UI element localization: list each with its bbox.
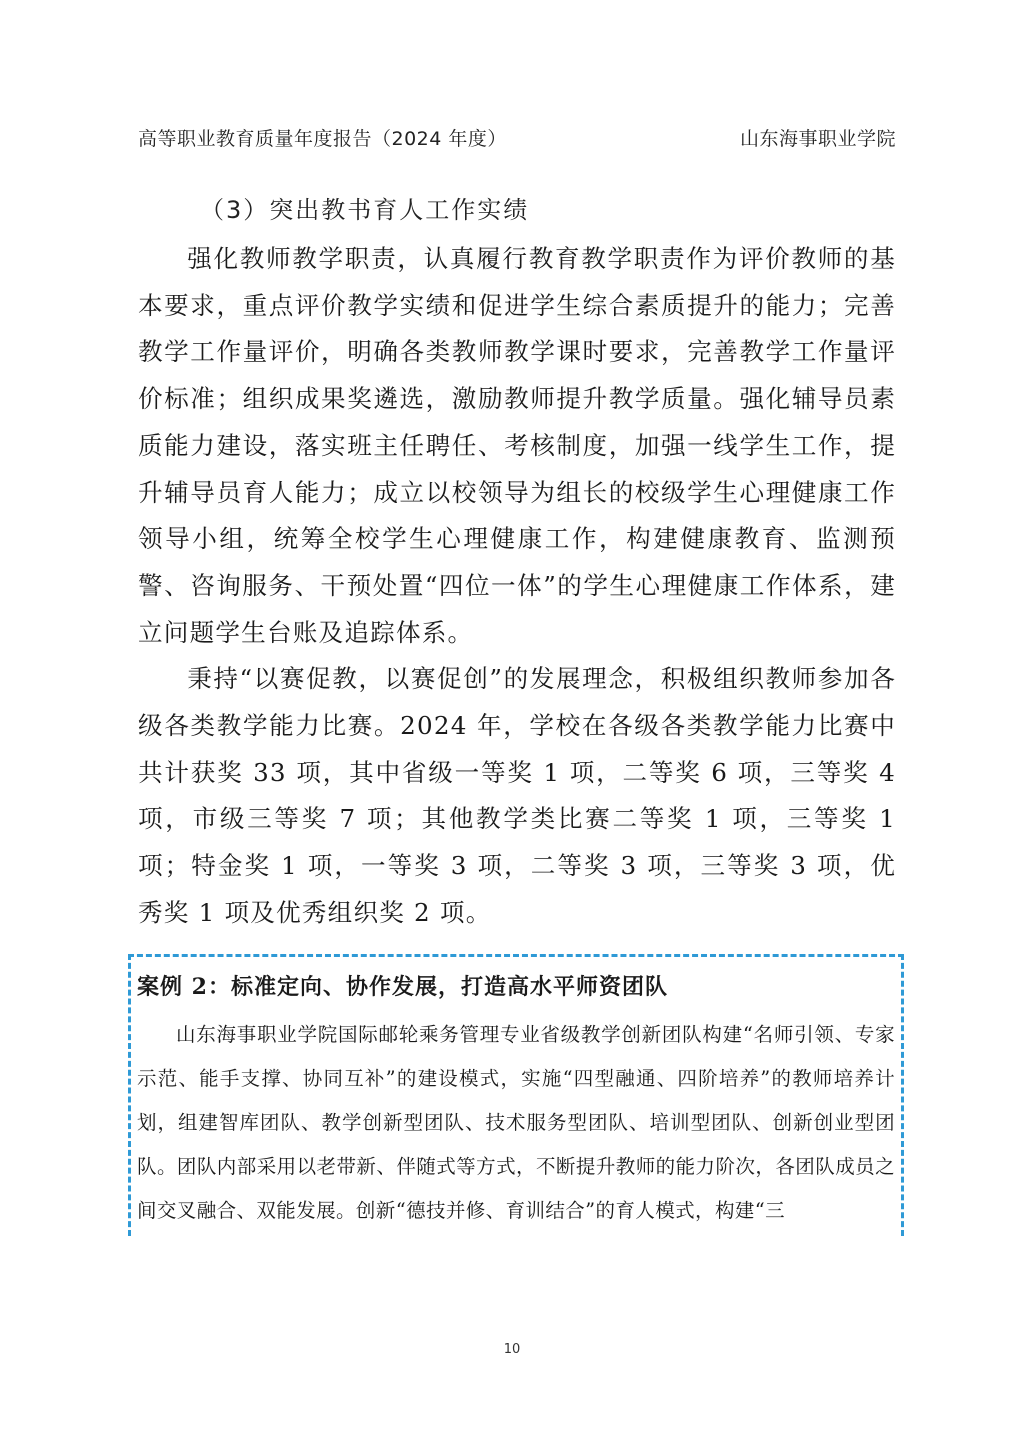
case-study-box — [128, 954, 904, 1236]
section-heading: （3）突出教书育人工作实绩 — [200, 196, 530, 224]
header-school-name: 山东海事职业学院 — [739, 128, 896, 150]
page-header — [138, 124, 896, 151]
body-text — [138, 236, 896, 937]
case-study-title: 案例 2：标准定向、协作发展，打造高水平师资团队 — [137, 974, 668, 1000]
page-number: 10 — [503, 1342, 521, 1357]
case-study-text: 山东海事职业学院国际邮轮乘务管理专业省级教学创新团队构建“名师引领、专家示范、能手支撑、协同互补”的建设模式，实施“四型融通、四阶培养”的教师培养计划，组建智库团队、教学创新型团队、技术服务型团队、培训型团队、创新创业型团队。团队内部采用以老带新、伴随式等方式，不断提升教师的能力阶次，各团队成员之间交叉融合、双能发展。创新“德技并修、育训结合”的育人模式，构建“三 — [137, 1023, 895, 1222]
paragraph-competition-awards: 秉持“以赛促教，以赛促创”的发展理念，积极组织教师参加各级各类教学能力比赛。2024 年，学校在各级各类教学能力比赛中共计获奖 33 项，其中省级一等奖 1 项，二等奖 6 项，三等奖 4 项，市级三等奖 7 项；其他教学类比赛二等奖 1 项，三等奖 1 项；特金奖 1 项，一等奖 3 项，二等奖 3 项，三等奖 3 项，优秀奖 1 项及优秀组织奖 2 项。 — [138, 664, 896, 927]
paragraph-teaching-duties: 强化教师教学职责，认真履行教育教学职责作为评价教师的基本要求，重点评价教学实绩和促进学生综合素质提升的能力；完善教学工作量评价，明确各类教师教学课时要求，完善教学工作量评价标准；组织成果奖遴选，激励教师提升教学质量。强化辅导员素质能力建设，落实班主任聘任、考核制度，加强一线学生工作，提升辅导员育人能力；成立以校领导为组长的校级学生心理健康工作领导小组，统筹全校学生心理健康工作，构建健康教育、监测预警、咨询服务、干预处置“四位一体”的学生心理健康工作体系，建立问题学生台账及追踪体系。 — [138, 244, 896, 647]
header-report-title: 高等职业教育质量年度报告（2024 年度） — [138, 128, 507, 150]
